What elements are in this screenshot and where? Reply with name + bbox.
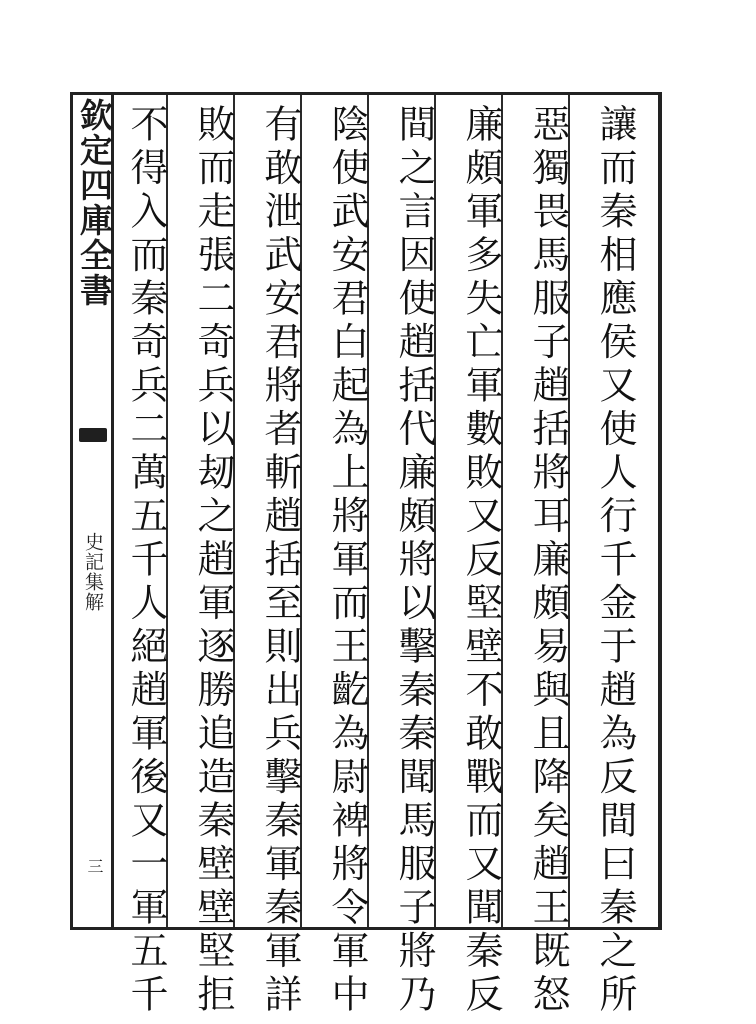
page-number: 三	[85, 858, 104, 874]
text-column-6: 有敢泄武安君將者斬趙括至則出兵擊秦軍秦軍詳	[258, 104, 302, 1018]
text-column-5: 陰使武安君白起為上將軍而王齕為尉裨將令軍中	[325, 104, 369, 1018]
book-title: 欽定四庫全書	[75, 98, 114, 308]
center-fold-column	[70, 92, 114, 930]
text-column-4: 間之言因使趙括代廉頗將以擊秦秦聞馬服子將乃	[392, 104, 436, 1018]
volume-title: 史記集解	[82, 532, 104, 612]
text-column-8: 不得入而秦奇兵二萬五千人絕趙軍後又一軍五千	[124, 104, 168, 1018]
text-column-7: 敗而走張二奇兵以刼之趙軍逐勝追造秦壁壁堅拒	[191, 104, 235, 1018]
text-column-3: 廉頗軍多失亡軍數敗又反堅壁不敢戰而又聞秦反	[459, 104, 503, 1018]
text-column-2: 惡獨畏馬服子趙括將耳廉頗易與且降矣趙王既怒	[526, 104, 570, 1018]
fish-tail-mark	[79, 428, 107, 442]
text-column-1: 讓而秦相應侯又使人行千金于趙為反間曰秦之所	[593, 104, 637, 1018]
